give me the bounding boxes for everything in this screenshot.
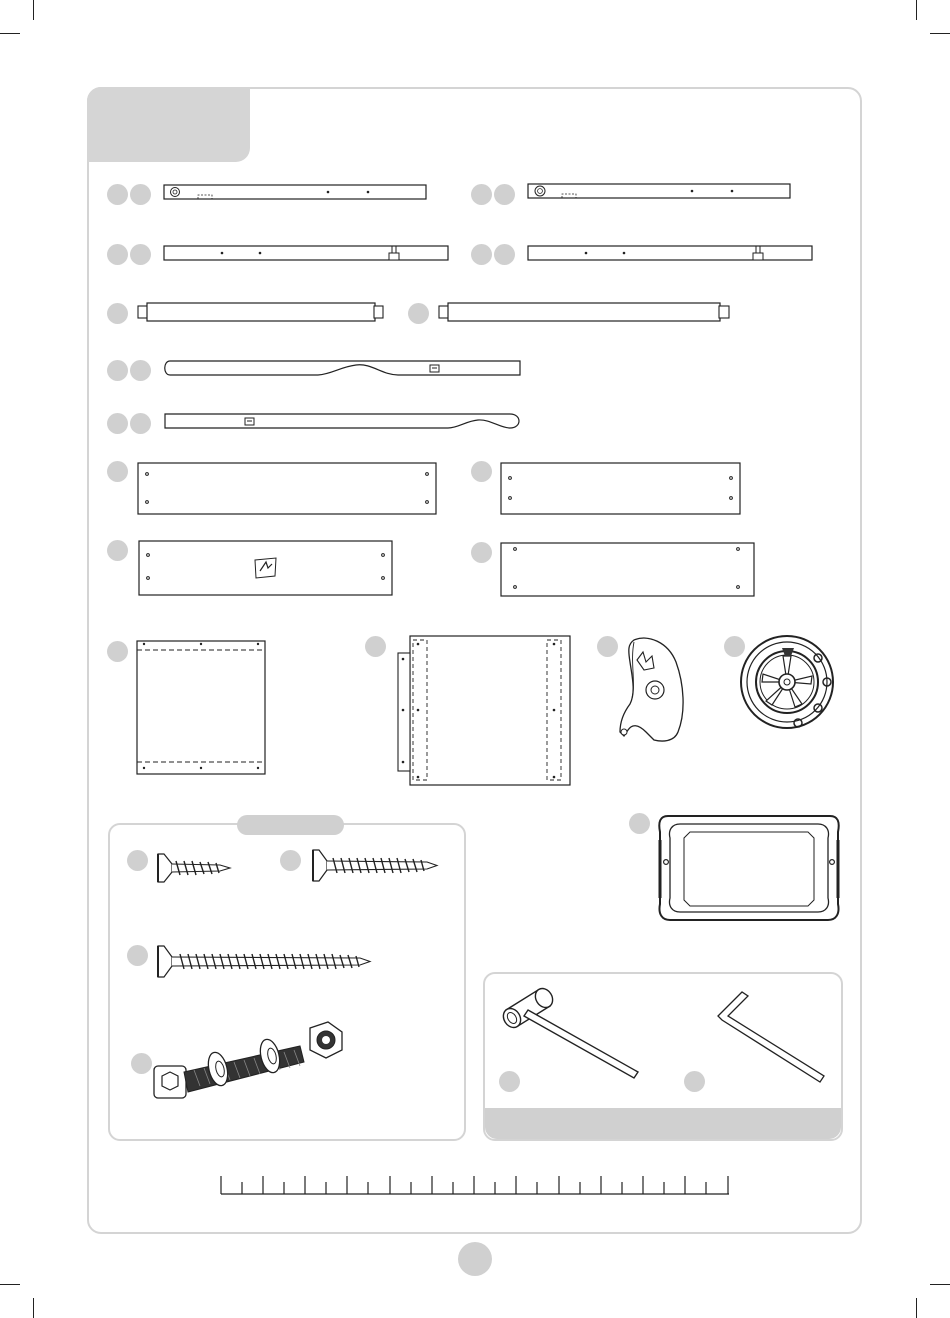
storage-tray: [654, 808, 844, 926]
part-badge: [471, 244, 492, 265]
part-badge: [365, 636, 386, 657]
curved-rail-upper: [160, 355, 526, 381]
crop-mark-top-right-v: [916, 0, 917, 20]
part-badge: [408, 303, 429, 324]
part-badge: [107, 641, 128, 662]
board-panel-plain: [498, 540, 758, 600]
crop-mark-bottom-left-h: [0, 1284, 20, 1285]
part-badge: [471, 461, 492, 482]
part-badge: [130, 184, 151, 205]
crop-mark-bottom-right-v: [916, 1298, 917, 1318]
part-badge: [499, 1071, 520, 1092]
crop-mark-top-right-h: [930, 33, 950, 34]
measurement-ruler: [218, 1172, 734, 1198]
part-badge: [127, 945, 148, 966]
base-board-square: [134, 638, 268, 778]
screw-icon: [154, 850, 234, 886]
part-badge: [280, 850, 301, 871]
bolt-icon: [150, 1014, 350, 1104]
hardware-label-pill: [237, 815, 344, 835]
screw-icon: [154, 942, 376, 982]
peg-rail-right: [524, 240, 819, 266]
part-badge: [107, 461, 128, 482]
hex-key-icon: [712, 984, 836, 1084]
crop-mark-top-left-v: [33, 0, 34, 20]
peg-rail-left: [160, 240, 455, 266]
crop-mark-bottom-left-v: [33, 1298, 34, 1318]
part-badge: [130, 244, 151, 265]
part-badge: [130, 360, 151, 381]
part-badge: [471, 184, 492, 205]
part-badge: [130, 413, 151, 434]
dowel-rod-long: [435, 298, 735, 326]
part-badge: [107, 540, 128, 561]
back-board-with-battens: [394, 632, 576, 788]
tools-panel-band: [485, 1108, 841, 1139]
part-badge: [107, 303, 128, 324]
wheel-bracket: [610, 632, 688, 746]
rail-part-right: [524, 178, 796, 204]
part-badge: [127, 850, 148, 871]
wheel-icon: [738, 630, 838, 734]
board-panel-large: [135, 460, 440, 518]
title-tab: [87, 87, 250, 162]
rail-part-left: [160, 180, 430, 206]
dowel-rod-short: [134, 298, 386, 326]
screw-icon: [309, 846, 441, 886]
part-badge: [629, 813, 650, 834]
part-badge: [107, 184, 128, 205]
part-badge: [107, 360, 128, 381]
part-badge: [494, 244, 515, 265]
curved-rail-lower: [160, 408, 526, 434]
page-number-badge: [458, 1242, 492, 1276]
part-badge: [107, 413, 128, 434]
part-badge: [107, 244, 128, 265]
part-badge: [131, 1053, 152, 1074]
board-panel-logo: [136, 538, 396, 598]
part-badge: [471, 542, 492, 563]
crop-mark-bottom-right-h: [930, 1284, 950, 1285]
box-wrench-icon: [498, 982, 648, 1082]
board-panel-medium: [498, 460, 744, 518]
crop-mark-top-left-h: [0, 33, 20, 34]
part-badge: [494, 184, 515, 205]
part-badge: [684, 1071, 705, 1092]
